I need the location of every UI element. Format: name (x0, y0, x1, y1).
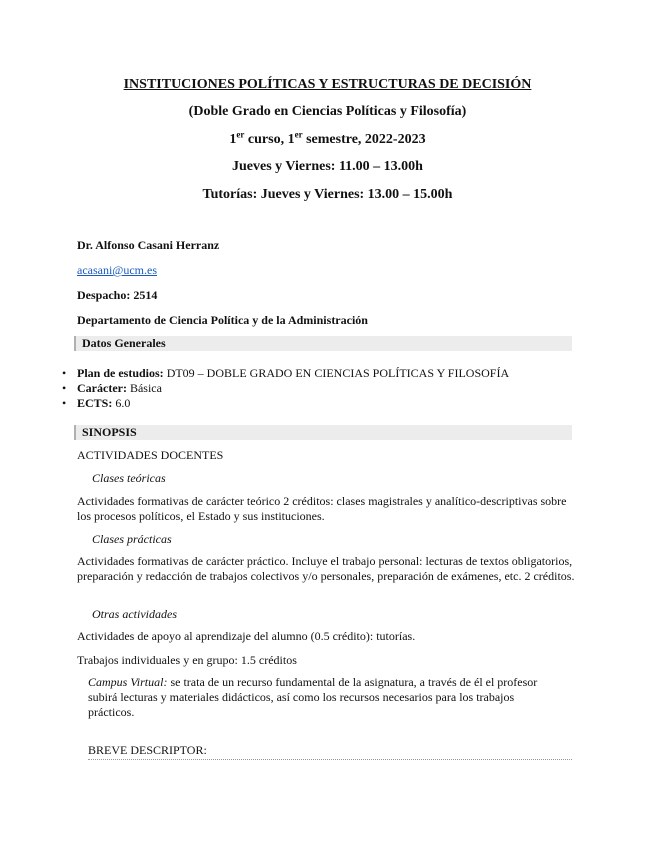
campus-virtual-text: Campus Virtual: se trata de un recurso fundamental de la asignatura, a través de él el profesor subirá lecturas y materiales didácticos, así como los recursos necesarios para los trabajos prácticos. (88, 675, 538, 719)
section-heading-datos-generales: Datos Generales (74, 336, 572, 351)
breve-descriptor-heading: BREVE DESCRIPTOR: (88, 743, 572, 760)
professor-name: Dr. Alfonso Casani Herranz (77, 238, 220, 252)
professor-email-link[interactable]: acasani@ucm.es (77, 263, 158, 277)
bullet-icon: • (62, 396, 67, 410)
document-subtitle: (Doble Grado en Ciencias Políticas y Filosofía) (188, 104, 467, 119)
office-number: Despacho: 2514 (77, 288, 158, 302)
teoricas-label: Clases teóricas (92, 471, 166, 485)
otras-label: Otras actividades (92, 607, 177, 621)
bullet-icon: • (62, 381, 67, 395)
department-name: Departamento de Ciencia Política y de la Administración (77, 313, 368, 327)
activities-title: ACTIVIDADES DOCENTES (77, 448, 224, 462)
practicas-label: Clases prácticas (92, 532, 172, 546)
trabajos-text: Trabajos individuales y en grupo: 1.5 créditos (77, 653, 297, 667)
class-schedule: Jueves y Viernes: 11.00 – 13.00h (232, 159, 423, 174)
bullet-icon: • (62, 366, 67, 380)
course-info: 1er curso, 1er semestre, 2022-2023 (229, 129, 426, 147)
otras-text: Actividades de apoyo al aprendizaje del alumno (0.5 crédito): tutorías. (77, 629, 416, 643)
section-heading-sinopsis: SINOPSIS (74, 425, 572, 440)
list-item: • Carácter: Básica (62, 381, 162, 395)
list-item: • ECTS: 6.0 (62, 396, 131, 410)
teoricas-text: Actividades formativas de carácter teórico 2 créditos: clases magistrales y analítico-descriptivas sobre los procesos políticos, el Estado y sus instituciones. (77, 494, 567, 523)
tutorial-schedule: Tutorías: Jueves y Viernes: 13.00 – 15.00h (202, 187, 453, 202)
practicas-text: Actividades formativas de carácter práctico. Incluye el trabajo personal: lecturas de textos obligatorios, preparación y redacción de trabajos colectivos y/o personales, preparación de exámenes, etc. 2 créditos. (77, 554, 575, 583)
document-title: INSTITUCIONES POLÍTICAS Y ESTRUCTURAS DE DECISIÓN (123, 77, 532, 92)
list-item: • Plan de estudios: DT09 – DOBLE GRADO EN CIENCIAS POLÍTICAS Y FILOSOFÍA (62, 366, 510, 380)
